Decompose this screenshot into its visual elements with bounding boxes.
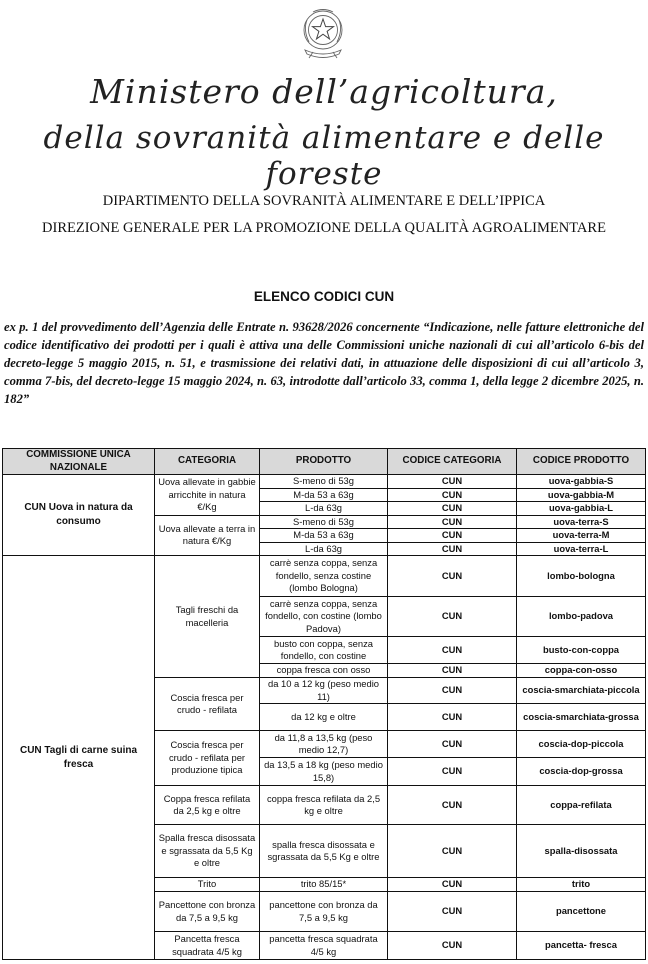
product-code-cell: uova-gabbia-M	[517, 488, 646, 502]
product-cell: carrè senza coppa, senza fondello, con costine (lombo Padova)	[260, 597, 388, 637]
product-cell: M-da 53 a 63g	[260, 529, 388, 543]
product-code-cell: coscia-dop-grossa	[517, 758, 646, 786]
category-cell: Coscia fresca per crudo - refilata per produzione tipica	[155, 731, 260, 786]
commission-cell: CUN Uova in natura da consumo	[3, 475, 155, 556]
product-code-cell: uova-terra-S	[517, 515, 646, 529]
product-code-cell: lombo-padova	[517, 597, 646, 637]
intro-paragraph: ex p. 1 del provvedimento dell’Agenzia delle Entrate n. 93628/2026 concernente “Indicazione, nelle fatture elettroniche del codice identificativo dei prodotti per i quali è attiva una delle Commissioni uniche nazionali di cui all’articolo 6-bis del decreto-legge 5 maggio 2015, n. 51, e trasmissione dei relativi dati, in attuazione delle disposizioni di cui all’articolo 3, comma 7-bis, del decreto-legge 15 maggio 2024, n. 63, introdotte dall’articolo 33, comma 1, della legge 2 dicembre 2025, n. 182”	[4, 320, 644, 406]
category-cell: Coppa fresca refilata da 2,5 kg e oltre	[155, 786, 260, 825]
product-code-cell: uova-terra-L	[517, 542, 646, 556]
product-cell: L-da 63g	[260, 502, 388, 516]
category-code-cell: CUN	[388, 878, 517, 892]
category-code-cell: CUN	[388, 556, 517, 597]
product-cell: S-meno di 53g	[260, 475, 388, 489]
italian-republic-emblem-icon	[299, 6, 347, 60]
header-categoria: CATEGORIA	[155, 449, 260, 475]
category-code-cell: CUN	[388, 475, 517, 489]
product-code-cell: coscia-smarchiata-piccola	[517, 678, 646, 704]
product-cell: da 10 a 12 kg (peso medio 11)	[260, 678, 388, 704]
product-cell: coppa fresca refilata da 2,5 kg e oltre	[260, 786, 388, 825]
product-code-cell: coscia-dop-piccola	[517, 731, 646, 758]
product-cell: busto con coppa, senza fondello, con costine	[260, 637, 388, 664]
category-code-cell: CUN	[388, 786, 517, 825]
product-cell: S-meno di 53g	[260, 515, 388, 529]
product-code-cell: uova-gabbia-L	[517, 502, 646, 516]
product-cell: spalla fresca disossata e sgrassata da 5,5 Kg e oltre	[260, 825, 388, 878]
header-commissione: COMMISSIONE UNICA NAZIONALE	[3, 449, 155, 475]
header-codice-prodotto: CODICE PRODOTTO	[517, 449, 646, 475]
category-cell: Tagli freschi da macelleria	[155, 556, 260, 678]
cun-codes-table	[2, 448, 646, 960]
category-code-cell: CUN	[388, 825, 517, 878]
product-code-cell: pancettone	[517, 892, 646, 932]
category-cell: Uova allevate a terra in natura €/Kg	[155, 515, 260, 556]
commission-cell: CUN Tagli di carne suina fresca	[3, 556, 155, 960]
product-cell: da 12 kg e oltre	[260, 704, 388, 731]
category-code-cell: CUN	[388, 932, 517, 960]
category-code-cell: CUN	[388, 678, 517, 704]
product-code-cell: coscia-smarchiata-grossa	[517, 704, 646, 731]
category-code-cell: CUN	[388, 664, 517, 678]
product-code-cell: trito	[517, 878, 646, 892]
header-codice-categoria: CODICE CATEGORIA	[388, 449, 517, 475]
product-cell: pancetta fresca squadrata 4/5 kg	[260, 932, 388, 960]
product-cell: trito 85/15*	[260, 878, 388, 892]
table-row	[3, 556, 646, 597]
category-cell: Pancetta fresca squadrata 4/5 kg	[155, 932, 260, 960]
product-code-cell: uova-terra-M	[517, 529, 646, 543]
product-code-cell: lombo-bologna	[517, 556, 646, 597]
category-code-cell: CUN	[388, 515, 517, 529]
product-cell: L-da 63g	[260, 542, 388, 556]
category-cell: Uova allevate in gabbie arricchite in natura €/Kg	[155, 475, 260, 516]
category-cell: Spalla fresca disossata e sgrassata da 5,5 Kg e oltre	[155, 825, 260, 878]
category-code-cell: CUN	[388, 731, 517, 758]
header-prodotto: PRODOTTO	[260, 449, 388, 475]
table-header-row	[3, 449, 646, 475]
product-cell: pancettone con bronza da 7,5 a 9,5 kg	[260, 892, 388, 932]
product-code-cell: coppa-con-osso	[517, 664, 646, 678]
product-code-cell: spalla-disossata	[517, 825, 646, 878]
category-cell: Coscia fresca per crudo - refilata	[155, 678, 260, 731]
category-cell: Trito	[155, 878, 260, 892]
product-cell: carrè senza coppa, senza fondello, senza costine (lombo Bologna)	[260, 556, 388, 597]
category-code-cell: CUN	[388, 637, 517, 664]
document-title: ELENCO CODICI CUN	[253, 289, 395, 304]
category-code-cell: CUN	[388, 502, 517, 516]
ministry-name-line2: della sovranità alimentare e delle foreste	[43, 120, 605, 192]
directorate-heading: DIREZIONE GENERALE PER LA PROMOZIONE DELLA QUALITÀ AGROALIMENTARE	[42, 220, 606, 236]
product-code-cell: coppa-refilata	[517, 786, 646, 825]
category-code-cell: CUN	[388, 704, 517, 731]
ministry-name-line1: Ministero dell’agricoltura,	[90, 72, 558, 111]
product-cell: M-da 53 a 63g	[260, 488, 388, 502]
category-cell: Pancettone con bronza da 7,5 a 9,5 kg	[155, 892, 260, 932]
category-code-cell: CUN	[388, 892, 517, 932]
product-cell: da 11,8 a 13,5 kg (peso medio 12,7)	[260, 731, 388, 758]
product-code-cell: uova-gabbia-S	[517, 475, 646, 489]
category-code-cell: CUN	[388, 488, 517, 502]
category-code-cell: CUN	[388, 542, 517, 556]
category-code-cell: CUN	[388, 758, 517, 786]
product-code-cell: busto-con-coppa	[517, 637, 646, 664]
category-code-cell: CUN	[388, 529, 517, 543]
product-code-cell: pancetta- fresca	[517, 932, 646, 960]
category-code-cell: CUN	[388, 597, 517, 637]
product-cell: da 13,5 a 18 kg (peso medio 15,8)	[260, 758, 388, 786]
table-row	[3, 475, 646, 489]
product-cell: coppa fresca con osso	[260, 664, 388, 678]
department-heading: DIPARTIMENTO DELLA SOVRANITÀ ALIMENTARE E DELL’IPPICA	[102, 193, 546, 209]
